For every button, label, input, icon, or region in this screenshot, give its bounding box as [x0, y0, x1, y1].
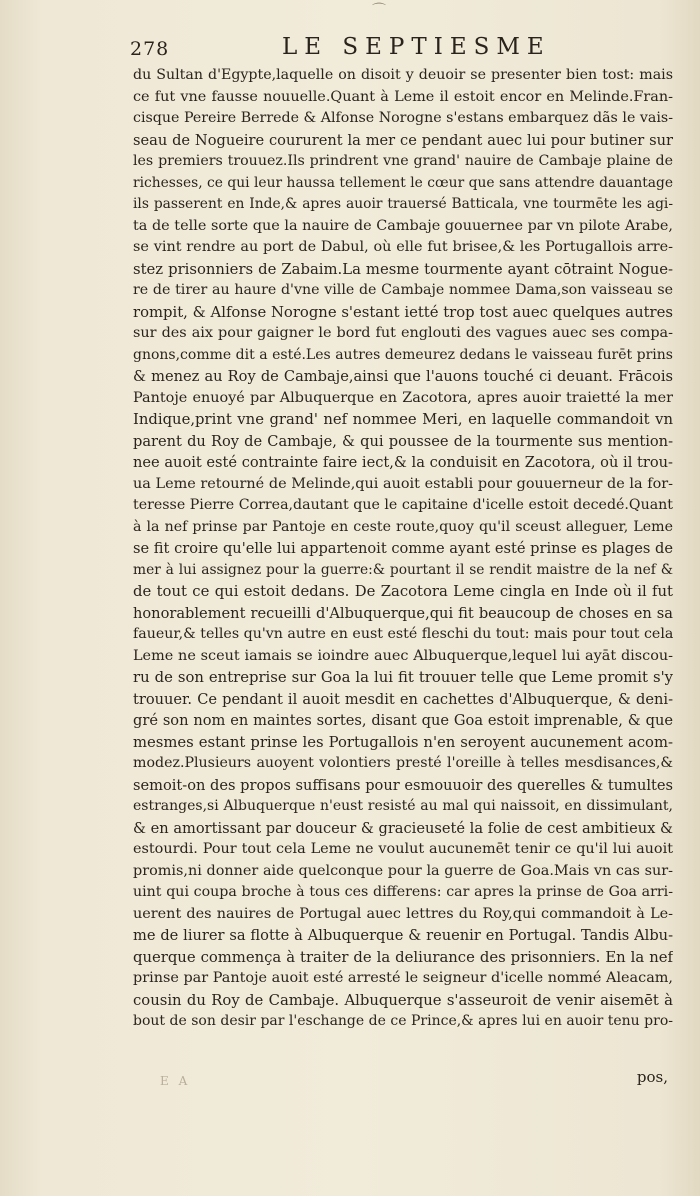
text-line: les premiers trouuez.Ils prindrent vne grand' nauire de Cambaje plaine de	[133, 153, 673, 169]
text-line: ru de son entreprise sur Goa la lui fit trouuer telle que Leme promit s'y	[133, 669, 673, 686]
faint-margin-mark: E A	[160, 1074, 191, 1088]
text-line: rompit, & Alfonse Norogne s'estant ietté trop tost auec quelques autres	[133, 303, 673, 321]
running-title: LE SEPTIESME	[282, 34, 551, 60]
text-line: Pantoje enuoyé par Albuquerque en Zacotora, apres auoir traietté la mer	[133, 389, 673, 406]
text-line: à la nef prinse par Pantoje en ceste route,quoy qu'il sceust alleguer, Leme	[133, 518, 673, 535]
text-line: uint qui coupa broche à tous ces differens: car apres la prinse de Goa arri-	[133, 884, 673, 900]
text-line: mer à lui assignez pour la guerre:& pourtant il se rendit maistre de la nef &	[133, 561, 673, 578]
text-line: nee auoit esté contrainte faire iect,& la conduisit en Zacotora, où il trou-	[133, 454, 673, 471]
text-line: trouuer. Ce pendant il auoit mesdit en cachettes d'Albuquerque, & deni-	[133, 690, 673, 708]
text-line: Indique,print vne grand' nef nommee Meri, en laquelle commandoit vn	[133, 411, 673, 428]
text-line: teresse Pierre Correa,dautant que le capitaine d'icelle estoit decedé.Quant	[133, 497, 673, 513]
text-line: modez.Plusieurs auoyent volontiers presté l'oreille à telles mesdisances,&	[133, 755, 673, 771]
text-line: honorablement recueilli d'Albuquerque,qui fit beaucoup de choses en sa	[133, 604, 673, 622]
text-line: prinse par Pantoje auoit esté arresté le seigneur d'icelle nommé Aleacam,	[133, 970, 673, 986]
text-line: bout de son desir par l'eschange de ce Prince,& apres lui en auoir tenu pro-	[133, 1013, 673, 1029]
body-text	[133, 65, 673, 1033]
text-line: uerent des nauires de Portugal auec lettres du Roy,qui commandoit à Le-	[133, 905, 673, 922]
text-line: parent du Roy de Cambaje, & qui poussee de la tourmente sus mention-	[133, 432, 673, 450]
page-header	[130, 34, 670, 66]
text-line: me de liurer sa flotte à Albuquerque & reuenir en Portugal. Tandis Albu-	[133, 927, 673, 944]
text-line: Leme ne sceut iamais se ioindre auec Albuquerque,lequel lui ayāt discou-	[133, 647, 673, 664]
text-line: gré son nom en maintes sortes, disant que Goa estoit imprenable, & que	[133, 712, 673, 729]
text-line: se fit croire qu'elle lui appartenoit comme ayant esté prinse es plages de	[133, 540, 673, 557]
text-line: ce fut vne fausse nouuelle.Quant à Leme il estoit encor en Melinde.Fran-	[133, 88, 673, 105]
text-line: promis,ni donner aide quelconque pour la guerre de Goa.Mais vn cas sur-	[133, 862, 673, 879]
text-line: semoit-on des propos suffisans pour esmouuoir des querelles & tumultes	[133, 776, 673, 794]
page-edge-mark: ⌒	[372, 3, 386, 19]
text-line: se vint rendre au port de Dabul, où elle fut brisee,& les Portugallois arre-	[133, 239, 673, 255]
text-line: estranges,si Albuquerque n'eust resisté au mal qui naissoit, en dissimulant,	[133, 798, 673, 814]
text-line: ua Leme retourné de Melinde,qui auoit establi pour gouuerneur de la for-	[133, 475, 673, 492]
text-line: cousin du Roy de Cambaje. Albuquerque s'asseuroit de venir aisemēt à	[133, 991, 673, 1009]
text-line: & menez au Roy de Cambaje,ainsi que l'auons touché ci deuant. Frācois	[133, 368, 673, 385]
text-line: gnons,comme dit a esté.Les autres demeurez dedans le vaisseau furēt prins	[133, 346, 673, 363]
text-line: ta de telle sorte que la nauire de Cambaje gouuernee par vn pilote Arabe,	[133, 217, 673, 234]
text-line: & en amortissant par douceur & gracieuseté la folie de cest ambitieux &	[133, 819, 673, 837]
text-line: sur des aix pour gaigner le bord fut englouti des vagues auec ses compa-	[133, 325, 673, 341]
catchword: pos,	[636, 1068, 668, 1086]
text-line: seau de Nogueire coururent la mer ce pendant auec lui pour butiner sur	[133, 131, 673, 149]
text-line: de tout ce qui estoit dedans. De Zacotora Leme cingla en Inde où il fut	[133, 583, 673, 600]
text-line: estourdi. Pour tout cela Leme ne voulut aucunemēt tenir ce qu'il lui auoit	[133, 841, 673, 857]
text-line: querque commença à traiter de la deliurance des prisonniers. En la nef	[133, 948, 673, 966]
text-line: du Sultan d'Egypte,laquelle on disoit y deuoir se presenter bien tost: mais	[133, 67, 673, 83]
text-line: ils passerent en Inde,& apres auoir trauersé Batticala, vne tourmēte les agi-	[133, 196, 673, 212]
text-line: mesmes estant prinse les Portugallois n'en seroyent aucunement acom-	[133, 733, 673, 751]
page-number: 278	[130, 38, 170, 60]
text-line: re de tirer au haure d'vne ville de Cambaje nommee Dama,son vaisseau se	[133, 282, 673, 298]
text-line: cisque Pereire Berrede & Alfonse Norogne s'estans embarquez dãs le vais-	[133, 110, 673, 126]
text-line: faueur,& telles qu'vn autre en eust esté fleschi du tout: mais pour tout cela	[133, 626, 673, 642]
text-line: richesses, ce qui leur haussa tellement le cœur que sans attendre dauantage	[133, 174, 673, 191]
text-line: stez prisonniers de Zabaim.La mesme tourmente ayant cōtraint Nogue-	[133, 260, 673, 278]
